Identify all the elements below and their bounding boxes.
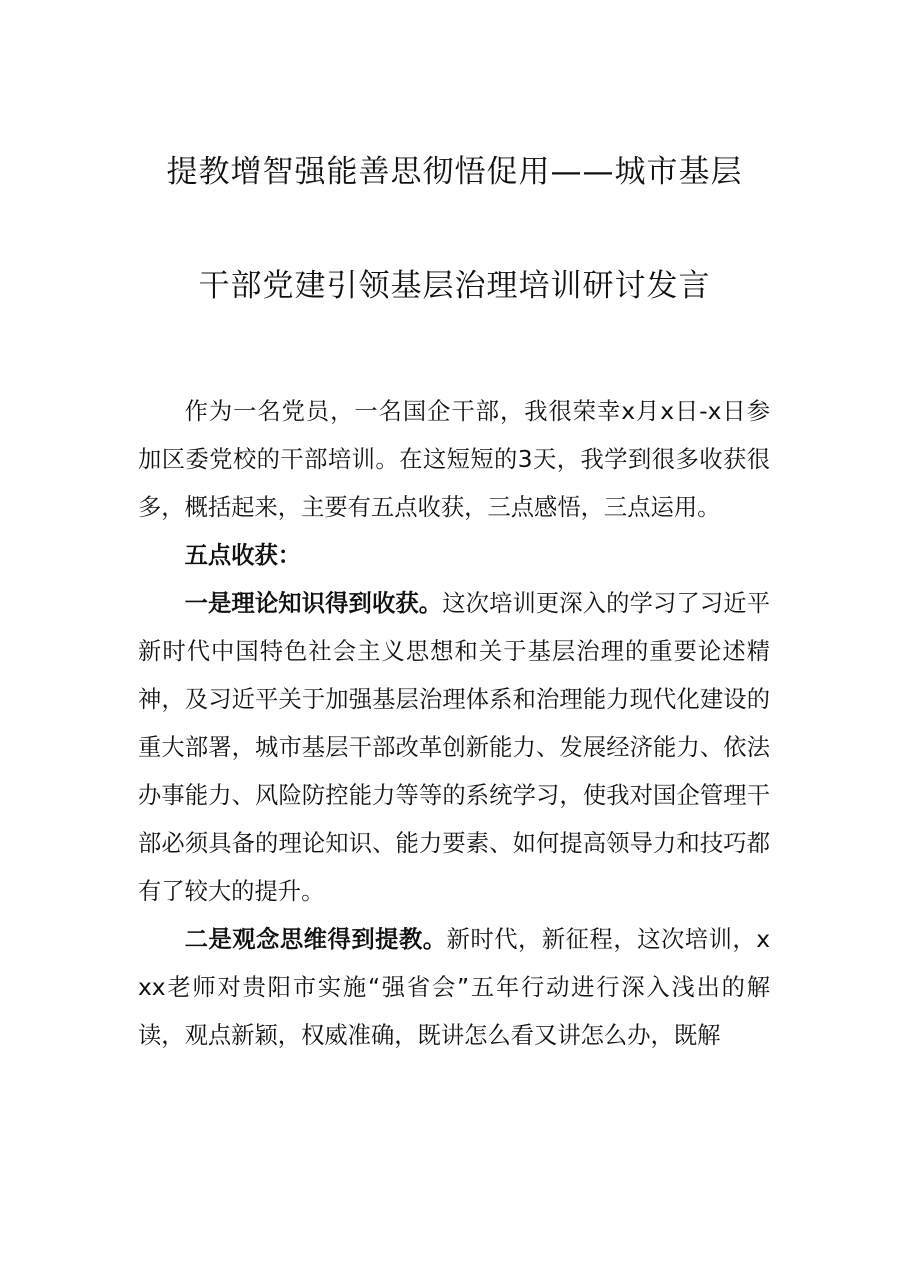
point-lead-2: 二是观念思维得到提教。 bbox=[184, 926, 447, 953]
section-heading: 五点收获： bbox=[184, 542, 302, 569]
point-paragraph-1 bbox=[138, 580, 770, 916]
document-body bbox=[138, 388, 770, 1060]
point-text-1: 这次培训更深入的学习了习近平新时代中国特色社会主义思想和关于基层治理的重要论述精神，及习近平关于加强基层治理体系和治理能力现代化建设的重大部署，城市基层干部改革创新能力、发展经济能力、依法办事能力、风险防控能力等等的系统学习，使我对国企管理干部必须具备的理论知识、能力要素、如何提高领导力和技巧都有了较大的提升。 bbox=[138, 590, 771, 905]
document-title-line-1: 提教增智强能善思彻悟促用——城市基层 bbox=[166, 154, 743, 190]
point-paragraph-2 bbox=[138, 916, 770, 1060]
point-lead-1: 一是理论知识得到收获。 bbox=[184, 590, 443, 617]
point-text-2: 新时代，新征程，这次培训，xxx老师对贵阳市实施“强省会”五年行动进行深入浅出的解读，观点新颖，权威准确，既讲怎么看又讲怎么办，既解 bbox=[138, 926, 771, 1049]
document-title-line-2: 干部党建引领基层治理培训研讨发言 bbox=[198, 268, 711, 304]
intro-paragraph: 作为一名党员，一名国企干部，我很荣幸x月x日-x日参加区委党校的干部培训。在这短短的3天，我学到很多收获很多，概括起来，主要有五点收获，三点感悟，三点运用。 bbox=[138, 398, 770, 521]
